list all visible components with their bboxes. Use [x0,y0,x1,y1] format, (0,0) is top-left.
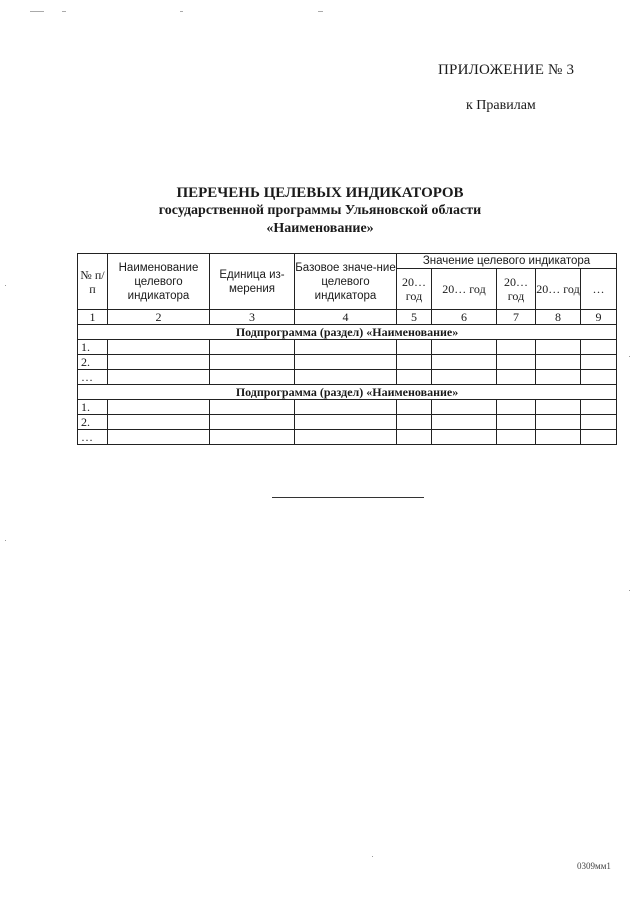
header-base-value: Базовое значе-ние целевого индикатора [295,254,397,310]
section-title: Подпрограмма (раздел) «Наименование» [78,325,617,340]
table-cell [210,340,295,355]
header-year: 20… год [397,269,432,310]
column-number: 7 [497,310,536,325]
table-cell [108,370,210,385]
table-cell [497,415,536,430]
table-cell [108,355,210,370]
row-number: 1. [78,340,108,355]
table-cell [210,355,295,370]
scan-mark [62,11,66,12]
column-number: 9 [581,310,617,325]
table-cell [581,355,617,370]
table-cell [497,340,536,355]
column-number: 1 [78,310,108,325]
row-number: 1. [78,400,108,415]
table-cell [536,355,581,370]
scan-mark [318,11,323,12]
table-cell [295,340,397,355]
document-code: 0309мм1 [577,861,611,871]
table-cell [210,430,295,445]
header-value-group: Значение целевого индикатора [397,254,617,269]
table-cell [397,400,432,415]
table-cell [108,430,210,445]
table-cell [536,370,581,385]
table-cell [432,400,497,415]
header-year: 20… год [536,269,581,310]
scan-speck [5,285,6,286]
table-cell [581,415,617,430]
table-cell [497,370,536,385]
title-line-1: ПЕРЕЧЕНЬ ЦЕЛЕВЫХ ИНДИКАТОРОВ [176,185,464,201]
closing-rule [272,497,424,498]
header-year: 20… год [432,269,497,310]
table-cell [497,430,536,445]
table-cell [210,370,295,385]
row-number: 2. [78,415,108,430]
to-rules-label: к Правилам [466,98,536,113]
table-cell [581,340,617,355]
scan-speck [5,540,6,541]
header-year: 20… год [497,269,536,310]
table-cell [536,430,581,445]
table-cell [397,370,432,385]
column-number: 4 [295,310,397,325]
table-cell [295,400,397,415]
document-title [0,184,640,238]
table-cell [536,340,581,355]
row-number: … [78,430,108,445]
table-cell [397,430,432,445]
header-indicator-name: Наименование целевого индикатора [108,254,210,310]
table-cell [536,415,581,430]
column-number: 3 [210,310,295,325]
table-cell [210,415,295,430]
table-cell [581,370,617,385]
table-cell [108,400,210,415]
column-number: 6 [432,310,497,325]
title-line-2: государственной программы Ульяновской области [158,203,482,218]
table-cell [432,355,497,370]
scan-speck [629,356,630,357]
header-num: № п/п [78,254,108,310]
table-cell [108,415,210,430]
scan-mark [180,11,183,12]
table-cell [108,340,210,355]
table-cell [210,400,295,415]
table-cell [295,415,397,430]
table-cell [295,430,397,445]
table-cell [397,415,432,430]
scan-speck [372,856,373,857]
header-year-more: … [581,269,617,310]
table-cell [497,355,536,370]
table-cell [432,340,497,355]
column-number: 5 [397,310,432,325]
section-title: Подпрограмма (раздел) «Наименование» [78,385,617,400]
row-number: 2. [78,355,108,370]
table-cell [432,370,497,385]
column-number: 2 [108,310,210,325]
table-cell [397,355,432,370]
row-number: … [78,370,108,385]
appendix-label: ПРИЛОЖЕНИЕ № 3 [438,62,575,78]
scan-mark [30,11,44,12]
table-cell [497,400,536,415]
table-cell [295,370,397,385]
title-line-3: «Наименование» [266,221,374,236]
table-cell [581,430,617,445]
table-cell [432,430,497,445]
table-cell [536,400,581,415]
column-number: 8 [536,310,581,325]
table-cell [397,340,432,355]
indicators-table [77,253,617,445]
scan-speck [629,590,630,591]
table-cell [581,400,617,415]
header-unit: Единица из-мерения [210,254,295,310]
table-cell [295,355,397,370]
table-cell [432,415,497,430]
